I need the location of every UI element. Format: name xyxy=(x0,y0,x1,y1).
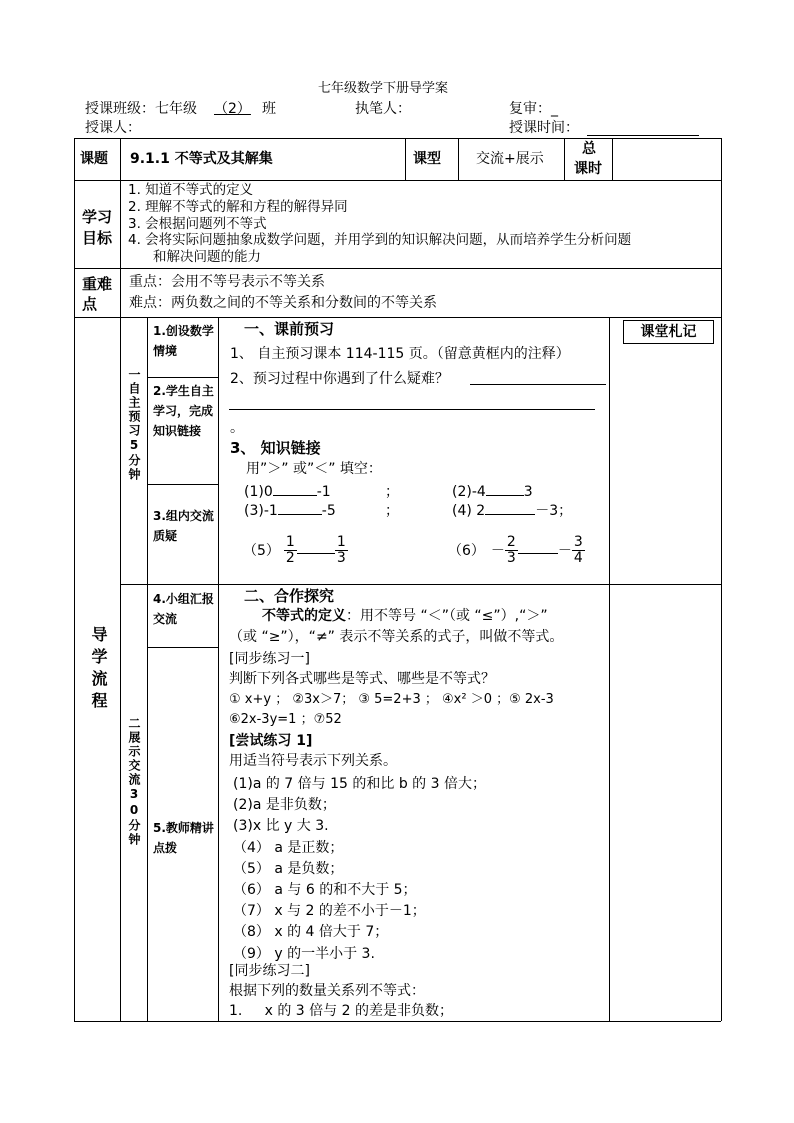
time-blank xyxy=(587,135,699,136)
step-divider xyxy=(147,377,218,378)
goals-label: 学习目标 xyxy=(82,208,113,247)
fraction-denominator: 2 xyxy=(285,550,295,567)
col-divider xyxy=(609,317,610,1021)
fill-blank[interactable] xyxy=(485,514,535,515)
problem-6-label: （6） xyxy=(448,542,485,559)
answer-blank xyxy=(470,384,606,385)
definition-line2: （或 “≥”），“≠” 表示不等关系的式子，叫做不等式。 xyxy=(229,629,564,645)
stage-1-label: 一自主预习5分钟 xyxy=(127,368,141,482)
review-label: 复审：_ xyxy=(509,101,558,117)
row-divider xyxy=(74,268,721,269)
hard-point: 难点：两负数之间的不等关系和分数间的不等关系 xyxy=(129,295,437,311)
problem-5-label: （5） xyxy=(243,542,280,559)
key-label: 重难点 xyxy=(82,275,113,313)
problem-3-left: (3)-1 xyxy=(244,503,278,519)
step-1: 1.创设数学情境 xyxy=(153,324,214,358)
section1-title: 一、课前预习 xyxy=(244,320,335,338)
goal-item: 1. 知道不等式的定义 xyxy=(128,182,254,198)
problem-3-right: -5 xyxy=(321,503,336,519)
problem-3 xyxy=(244,504,336,518)
table-border-top xyxy=(74,138,721,139)
col-divider xyxy=(612,138,613,180)
fraction xyxy=(335,535,348,567)
problem-4-right: －3； xyxy=(535,503,573,519)
col-divider xyxy=(120,138,121,1021)
fill-blank[interactable] xyxy=(486,495,524,496)
key-point: 重点：会用不等号表示不等关系 xyxy=(129,274,325,290)
goals-list xyxy=(128,182,631,266)
col-divider xyxy=(405,138,406,180)
col-divider xyxy=(564,138,565,180)
goal-item: 3. 会根据问题列不等式 xyxy=(128,215,267,232)
section2-title: 二、合作探究 xyxy=(244,587,335,605)
writer-label: 执笔人： xyxy=(355,101,411,117)
table-border-right xyxy=(721,138,722,1021)
problem-2 xyxy=(452,485,533,499)
time-label: 授课时间： xyxy=(509,120,579,136)
fraction xyxy=(284,535,297,567)
fraction xyxy=(572,535,585,567)
stage-2-label: 二展示交流30分钟 xyxy=(127,717,141,847)
teacher-label: 授课人： xyxy=(85,120,141,136)
minus-sign: － xyxy=(557,542,572,559)
definition-line1 xyxy=(262,609,548,623)
topic-value: 9.1.1 不等式及其解集 xyxy=(130,151,273,167)
fraction xyxy=(505,535,518,567)
hours-label-2: 课时 xyxy=(574,161,602,177)
goal-item: 4. 会将实际问题抽象成数学问题，并用学到的知识解决问题，从而培养学生分析问题 xyxy=(128,232,632,249)
list-item: (1)a 的 7 倍与 15 的和比 b 的 3 倍大； xyxy=(233,776,486,792)
fraction-numerator: 1 xyxy=(336,534,346,550)
problem-1 xyxy=(244,485,331,499)
step-3: 3.组内交流质疑 xyxy=(153,509,214,543)
problem-2-right: 3 xyxy=(523,484,533,500)
class-suffix: 班 xyxy=(262,101,276,117)
section1-line2: 2、预习过程中你遇到了什么疑难？ xyxy=(230,371,449,387)
fraction-denominator: 3 xyxy=(336,550,346,567)
col-divider xyxy=(147,317,148,1021)
list-item: （4） a 是正数； xyxy=(233,839,344,856)
fill-blank[interactable] xyxy=(273,495,317,496)
list-item: (3)x 比 y 大 3. xyxy=(233,818,329,835)
topic-label: 课题 xyxy=(80,151,108,167)
class-label: 授课班级：七年级 xyxy=(85,101,197,117)
list-item: （6） a 与 6 的和不大于 5； xyxy=(233,882,417,899)
page-title: 七年级数学下册导学案 xyxy=(318,81,449,96)
row-divider xyxy=(74,317,721,318)
fill-blank[interactable] xyxy=(278,514,322,515)
exercise1-items-1: ① x+y ； ②3x＞7； ③ 5=2+3 ； ④x² ＞0 ；⑤ 2x-3 xyxy=(229,692,554,707)
step-5: 5.教师精讲点拨 xyxy=(153,821,214,855)
exercise1-title: [同步练习一] xyxy=(229,651,310,667)
section1-line2-end: 。 xyxy=(230,420,244,436)
notes-label: 课堂札记 xyxy=(623,320,714,344)
try-title: [尝试练习 1] xyxy=(229,733,313,749)
problem-1-left: (1)0 xyxy=(244,484,273,500)
answer-blank xyxy=(229,409,595,410)
step-divider xyxy=(147,647,218,648)
goal-item: 和解决问题的能力 xyxy=(153,249,261,266)
fraction-denominator: 3 xyxy=(506,550,516,567)
fraction-numerator: 1 xyxy=(285,534,295,550)
row-divider xyxy=(74,180,721,181)
separator: ； xyxy=(385,484,399,500)
problem-4-left: (4) 2 xyxy=(452,503,486,519)
separator: ； xyxy=(385,503,399,519)
fraction-numerator: 2 xyxy=(506,534,516,550)
hours-label-1: 总 xyxy=(582,141,596,157)
section1-line1: 1、 自主预习课本 114-115 页。（留意黄框内的注释） xyxy=(230,346,570,362)
table-border-left xyxy=(74,138,75,1021)
minus-sign: － xyxy=(490,542,505,559)
definition-term: 不等式的定义 xyxy=(262,608,346,624)
list-item: （9） y 的一半小于 3. xyxy=(233,945,375,962)
exercise1-items-2: ⑥2x-3y=1 ；⑦52 xyxy=(229,712,342,727)
type-value: 交流+展示 xyxy=(476,151,544,167)
list-item: （7） x 与 2 的差不小于－1； xyxy=(233,903,426,920)
problem-5 xyxy=(243,535,348,567)
step-4: 4.小组汇报交流 xyxy=(153,592,214,626)
goal-item: 2. 理解不等式的解和方程的解得异同 xyxy=(128,198,348,215)
definition-text: ：用不等号 “＜”（或 “≤”）,“＞” xyxy=(346,608,548,624)
try-list xyxy=(233,774,486,965)
problem-6 xyxy=(448,535,585,567)
try-question: 用适当符号表示下列关系。 xyxy=(229,753,397,769)
exercise2-question: 根据下列的数量关系列不等式： xyxy=(229,983,425,999)
stage-divider xyxy=(120,584,721,585)
exercise1-question: 判断下列各式哪些是等式、哪些是不等式？ xyxy=(229,671,495,687)
link-title: 3、 知识链接 xyxy=(230,439,321,457)
step-2: 2.学生自主学习，完成知识链接 xyxy=(153,384,214,438)
table-border-bottom xyxy=(74,1021,721,1022)
fill-blank[interactable] xyxy=(518,553,558,554)
list-item: (2)a 是非负数； xyxy=(233,797,336,814)
col-divider xyxy=(218,317,219,1021)
list-item: （5） a 是负数； xyxy=(233,860,344,877)
step-divider xyxy=(147,484,218,485)
problem-2-left: (2)-4 xyxy=(452,484,486,500)
fill-blank[interactable] xyxy=(297,553,335,554)
fill-instruction: 用”＞” 或”＜” 填空： xyxy=(246,461,382,477)
col-divider xyxy=(458,138,459,180)
exercise2-title: [同步练习二] xyxy=(229,963,310,979)
exercise2-item-1: 1. x 的 3 倍与 2 的差是非负数； xyxy=(229,1003,453,1019)
type-label: 课型 xyxy=(413,151,441,167)
class-number: （2） xyxy=(214,101,251,117)
fraction-denominator: 4 xyxy=(573,550,583,567)
list-item: （8） x 的 4 倍大于 7； xyxy=(233,924,389,941)
problem-1-right: -1 xyxy=(316,484,331,500)
problem-4 xyxy=(452,504,572,518)
fraction-numerator: 3 xyxy=(573,534,583,550)
flow-label: 导学流程 xyxy=(89,626,108,714)
